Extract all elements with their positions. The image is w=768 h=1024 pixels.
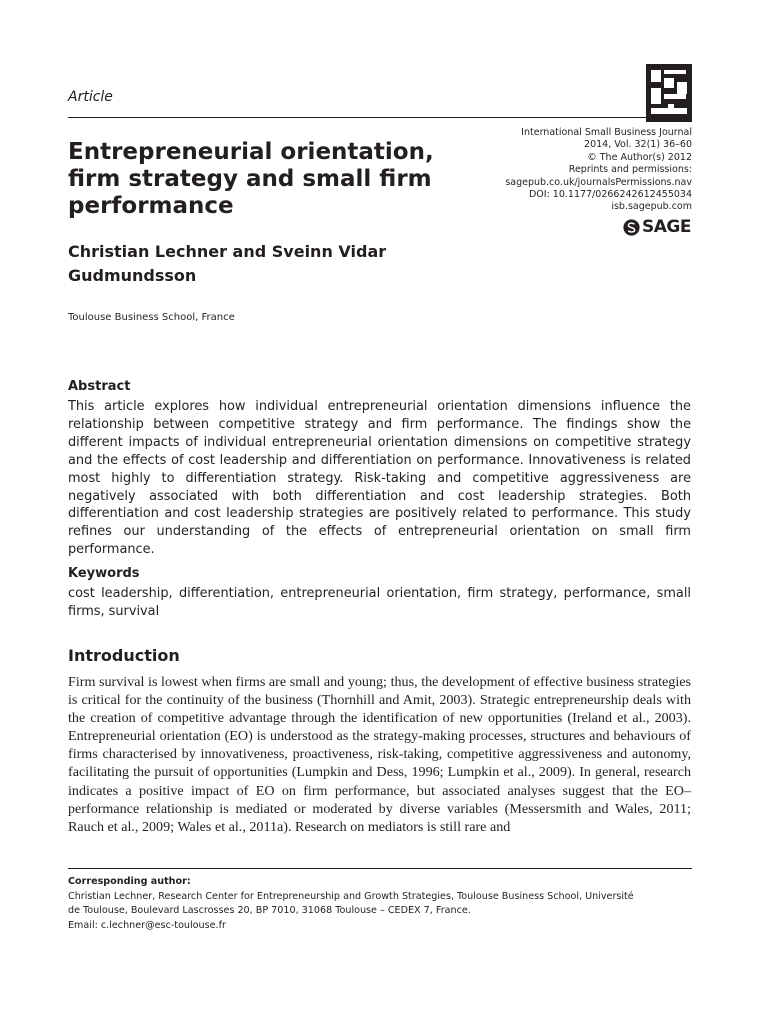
copyright: © The Author(s) 2012 [587,151,692,163]
journal-website-link[interactable]: isb.sagepub.com [611,201,692,213]
corresponding-author-address-cont: de Toulouse, Boulevard Lascrosses 20, BP 7010, 31068 Toulouse – CEDEX 7, France. [68,905,471,916]
article-type-label: Article [68,89,113,105]
author-line: Christian Lechner and Sveinn Vidar [68,242,387,261]
journal-name: International Small Business Journal [521,127,692,138]
footnote-divider [68,868,692,869]
journal-volume: 2014, Vol. 32(1) 36–60 [584,139,692,151]
abstract-heading: Abstract [68,379,131,394]
corresponding-author-label: Corresponding author: [68,876,191,887]
abstract-text: This article explores how individual entrepreneurial orientation dimensions influence the relationship between competitive strategy and firm performance. The findings show the different impacts of individual entrepreneurial orientation dimensions on competitive strategy and the effects of cost leadership and differentiation on performance. Innovativeness is related most highly to differentiation strategy. Risk-taking and competitive aggressiveness are negatively associated with both differentiation and cost leadership strategies. Both differentiation and cost leadership strategies are positively related to performance. This study refines our understanding of the effects of entrepreneurial orientation on small firm performance. [68,399,691,558]
introduction-text: Firm survival is lowest when firms are small and young; thus, the development of effective business strategies is critical for the continuity of the business (Thornhill and Amit, 2003). Strategic entrepreneurship deals with the creation of competitive advantage through the identification of new opportunities (Ireland et al., 2003). Entrepreneurial orientation (EO) is understood as the strategy-making processes, structures and behaviours of firms characterised by innovativeness, proactiveness, risk-taking, competitive aggressiveness and autonomy, facilitating the pursuit of opportunities (Lumpkin and Dess, 1996; Lumpkin et al., 2009). In general, research indicates a positive impact of EO on firm performance, but associated analyses suggest that the EO–performance relationship is mediated or moderated by diverse variables (Messersmith and Wales, 2011; Rauch et al., 2009; Wales et al., 2011a). Research on mediators is still rare and [68,674,691,835]
corresponding-author-address: Christian Lechner, Research Center for Entrepreneurship and Growth Strategies, Toulouse Business School, Université [68,890,634,902]
affiliation: Toulouse Business School, France [68,312,235,323]
title-line: firm strategy and small firm [68,166,432,192]
corresponding-author-email[interactable]: Email: c.lechner@esc-toulouse.fr [68,919,226,931]
journal-info [505,127,692,214]
doi[interactable]: DOI: 10.1177/0266242612455034 [528,189,692,201]
reprints-label: Reprints and permissions: [568,164,692,176]
header-divider [68,117,692,118]
journal-logo-icon [646,64,692,122]
keywords-heading: Keywords [68,566,140,581]
article-title [68,139,488,220]
author-line: Gudmundsson [68,266,197,285]
sage-logo-icon [623,219,640,236]
authors [68,240,448,288]
corresponding-author-note [68,875,692,933]
title-line: Entrepreneurial orientation, [68,139,434,165]
introduction-heading: Introduction [68,646,180,665]
sage-wordmark: SAGE [642,217,691,237]
title-line: performance [68,193,234,219]
keywords-text: cost leadership, differentiation, entrepreneurial orientation, firm strategy, performance, small firms, survival [68,586,691,619]
sage-logo [623,215,691,239]
permissions-link[interactable]: sagepub.co.uk/journalsPermissions.nav [505,176,692,188]
